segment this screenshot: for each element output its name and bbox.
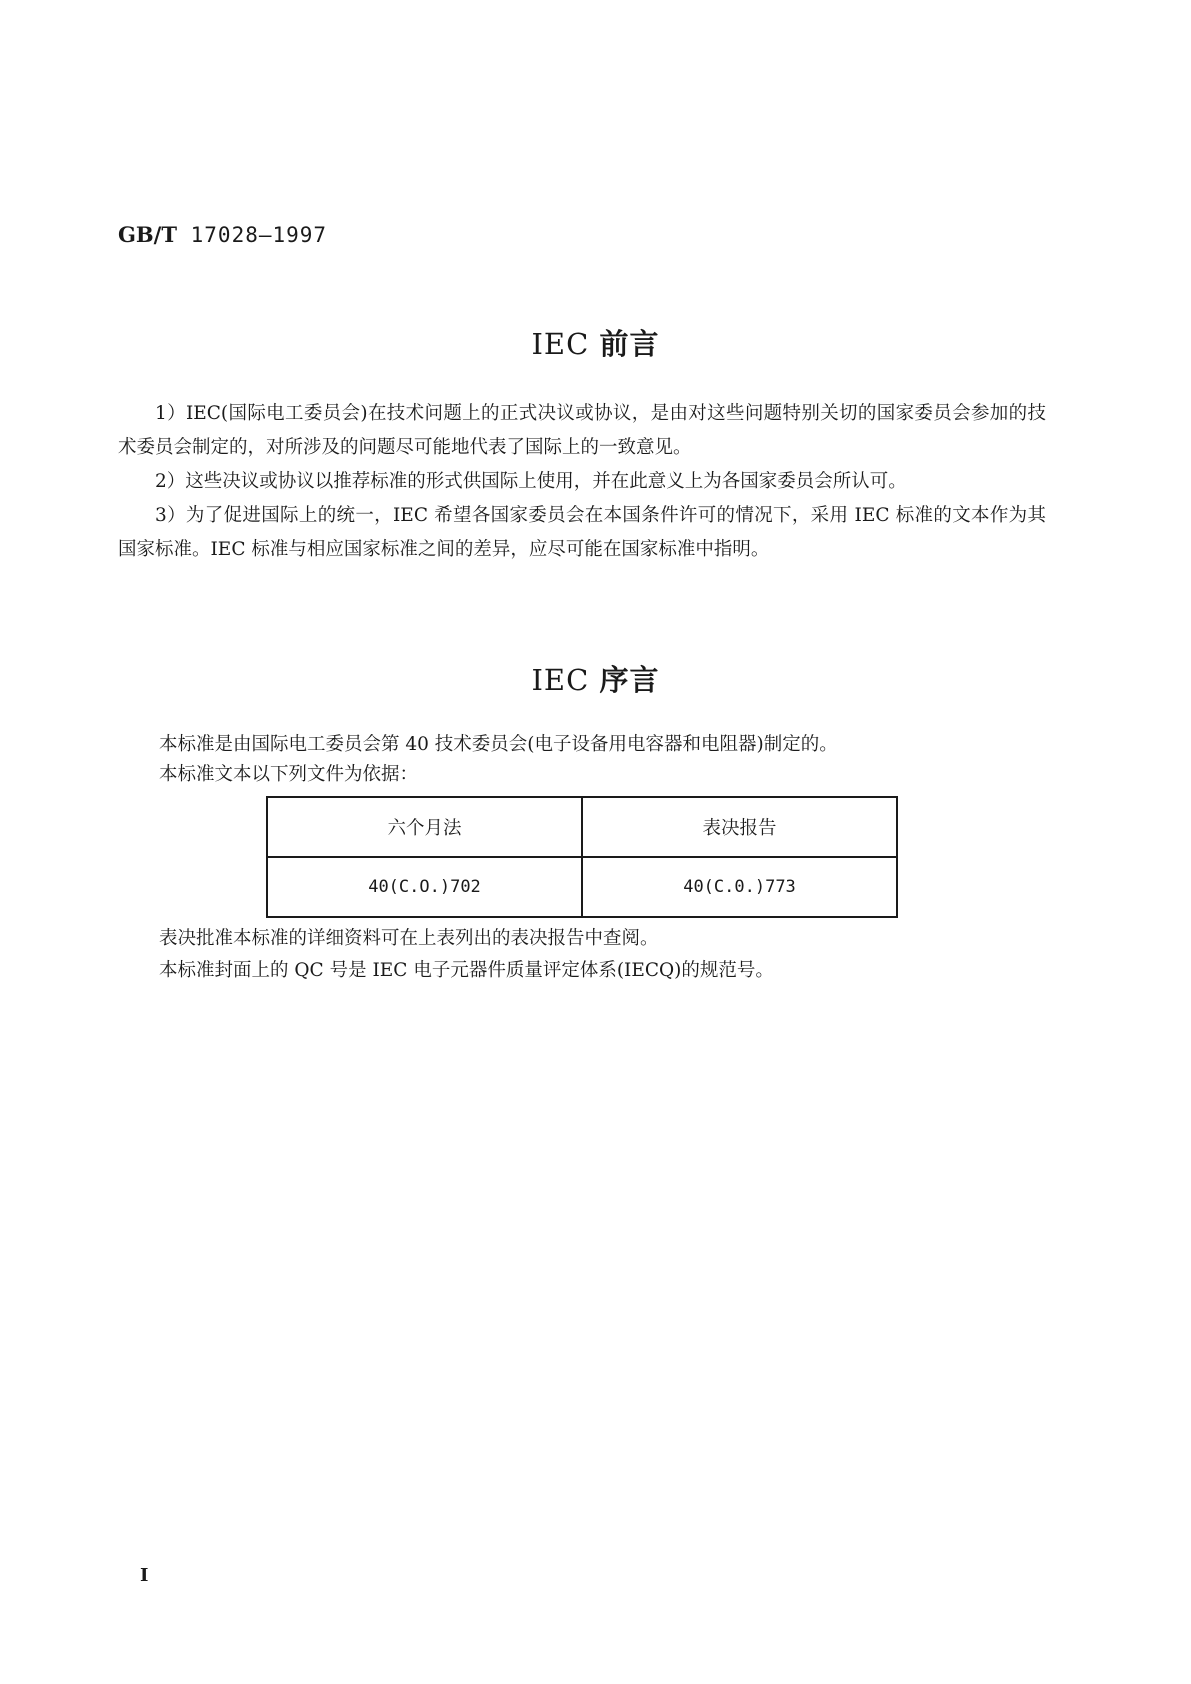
table-cell-voting-report: 40(C.0.)773 [582,857,897,917]
standard-code: 17028—1997 [190,223,328,247]
table-header-six-month-rule: 六个月法 [267,797,582,857]
standard-number [118,222,327,247]
table-row [267,857,897,917]
foreword-item-3: 3）为了促进国际上的统一，IEC 希望各国家委员会在本国条件许可的情况下，采用 IEC 标准的文本作为其国家标准。IEC 标准与相应国家标准之间的差异，应尽可能在国家标准中指明。 [118,505,1046,560]
basis-documents-table [266,796,898,918]
table-header-voting-report: 表决报告 [582,797,897,857]
table-header-row [267,797,897,857]
preface-heading [0,658,1191,699]
table-cell-six-month-rule: 40(C.O.)702 [267,857,582,917]
preface-after-line-2: 本标准封面上的 QC 号是 IEC 电子元器件质量评定体系(IECQ)的规范号。 [159,960,774,981]
standard-prefix: GB/T [118,222,177,247]
foreword-item-2: 2）这些决议或协议以推荐标准的形式供国际上使用，并在此意义上为各国家委员会所认可。 [155,471,907,492]
preface-intro-line-1: 本标准是由国际电工委员会第 40 技术委员会(电子设备用电容器和电阻器)制定的。 [159,734,838,755]
page-number: I [140,1565,149,1586]
foreword-heading-cn: 前言 [599,327,660,361]
preface-heading-latin: IEC [531,663,590,697]
preface-intro-line-2: 本标准文本以下列文件为依据： [159,764,419,785]
foreword-item-1: 1）IEC(国际电工委员会)在技术问题上的正式决议或协议，是由对这些问题特别关切的国家委员会参加的技术委员会制定的，对所涉及的问题尽可能地代表了国际上的一致意见。 [118,403,1046,458]
preface-heading-cn: 序言 [599,663,660,697]
preface-after-line-1: 表决批准本标准的详细资料可在上表列出的表决报告中查阅。 [159,928,659,949]
foreword-heading [0,322,1191,363]
foreword-heading-latin: IEC [531,327,590,361]
